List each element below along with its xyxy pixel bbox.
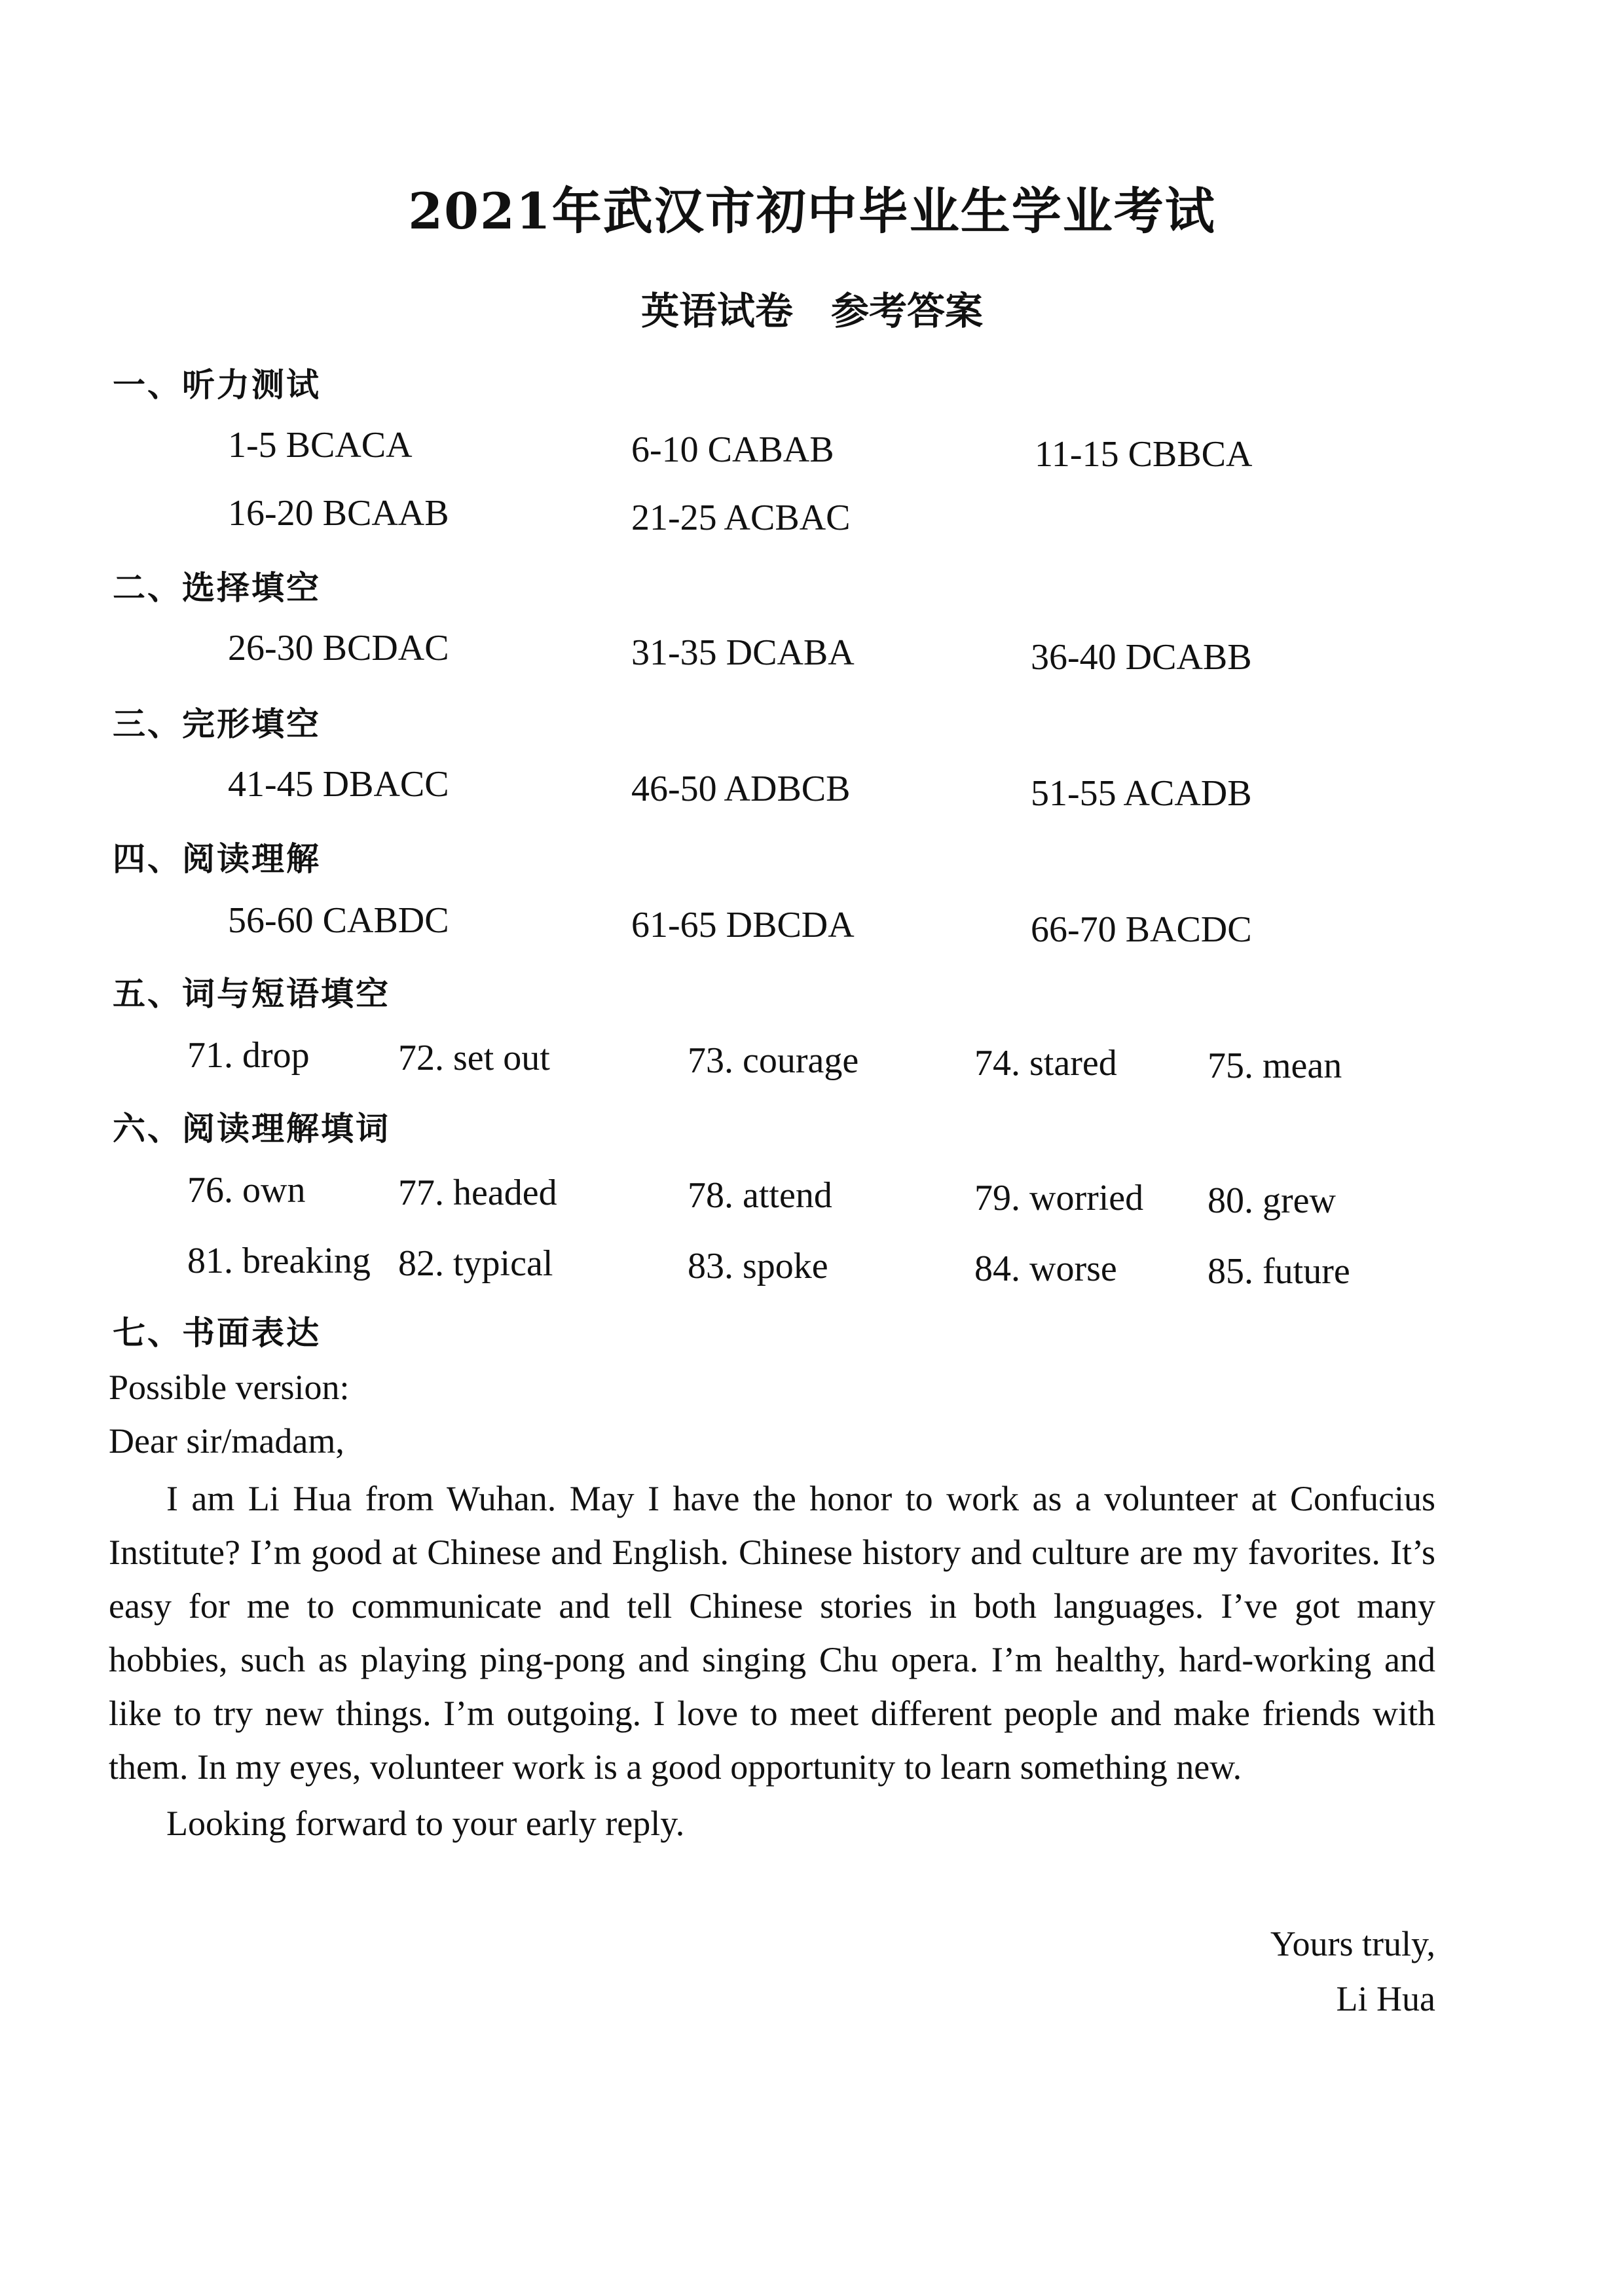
section-heading-listening: 一、听力测试	[113, 365, 321, 404]
section-heading-reading-fill: 六、阅读理解填词	[113, 1109, 390, 1148]
letter-greeting: Dear sir/madam,	[109, 1421, 344, 1461]
answer-group: 26-30 BCDAC	[228, 628, 449, 668]
answer-item: 79. worried	[974, 1178, 1144, 1218]
answer-item: 82. typical	[398, 1243, 553, 1284]
answer-group: 31-35 DCABA	[631, 632, 855, 673]
answer-item: 76. own	[187, 1170, 306, 1211]
section-heading-reading: 四、阅读理解	[113, 839, 321, 878]
answer-group: 56-60 CABDC	[228, 900, 449, 941]
essay-body	[109, 1472, 1435, 1850]
answer-item: 84. worse	[974, 1248, 1117, 1289]
answer-group: 16-20 BCAAB	[228, 493, 449, 534]
essay-closing-line: Looking forward to your early reply.	[166, 1804, 685, 1843]
answer-group: 6-10 CABAB	[631, 429, 834, 470]
section-heading-cloze: 三、完形填空	[113, 704, 321, 743]
possible-version-label: Possible version:	[109, 1368, 350, 1407]
answer-item: 80. grew	[1208, 1180, 1336, 1221]
answer-item: 71. drop	[187, 1035, 310, 1076]
answer-group: 21-25 ACBAC	[631, 498, 851, 538]
page-subtitle: 英语试卷 参考答案	[640, 289, 983, 333]
answer-group: 11-15 CBBCA	[1035, 434, 1253, 475]
answer-group: 61-65 DBCDA	[631, 905, 855, 945]
answer-group: 1-5 BCACA	[228, 425, 413, 465]
answer-item: 85. future	[1208, 1251, 1350, 1292]
answer-group: 51-55 ACADB	[1031, 773, 1252, 814]
answer-item: 77. headed	[398, 1173, 557, 1213]
section-heading-word-filling: 五、词与短语填空	[113, 974, 390, 1013]
section-heading-multiple-choice: 二、选择填空	[113, 568, 321, 607]
answer-item: 81. breaking	[187, 1241, 371, 1281]
section-heading-writing: 七、书面表达	[113, 1313, 321, 1352]
letter-closing: Yours truly,	[1270, 1924, 1435, 1963]
letter-signature: Li Hua	[1336, 1979, 1435, 2018]
answer-item: 83. spoke	[688, 1246, 828, 1286]
page-title: 2021年武汉市初中毕业生学业考试	[408, 182, 1216, 240]
answer-group: 66-70 BACDC	[1031, 909, 1252, 950]
answer-item: 75. mean	[1208, 1046, 1342, 1086]
answer-item: 78. attend	[688, 1175, 832, 1216]
answer-item: 72. set out	[398, 1038, 550, 1078]
answer-group: 36-40 DCABB	[1031, 637, 1252, 678]
answer-item: 73. courage	[688, 1040, 859, 1081]
answer-group: 46-50 ADBCB	[631, 769, 851, 809]
answer-item: 74. stared	[974, 1043, 1117, 1084]
essay-paragraph: I am Li Hua from Wuhan. May I have the honor to work as a volunteer at Confucius Institute? I’m good at Chinese and English. Chinese history and culture are my favorites. It’s easy for me to communicate and tell Chinese stories in both languages. I’ve got many hobbies, such as playing ping-pong and singing Chu opera. I’m healthy, hard-working and like to try new things. I’m outgoing. I love to meet different people and make friends with them. In my eyes, volunteer work is a good opportunity to learn something new.	[109, 1479, 1435, 1787]
answer-group: 41-45 DBACC	[228, 764, 449, 805]
